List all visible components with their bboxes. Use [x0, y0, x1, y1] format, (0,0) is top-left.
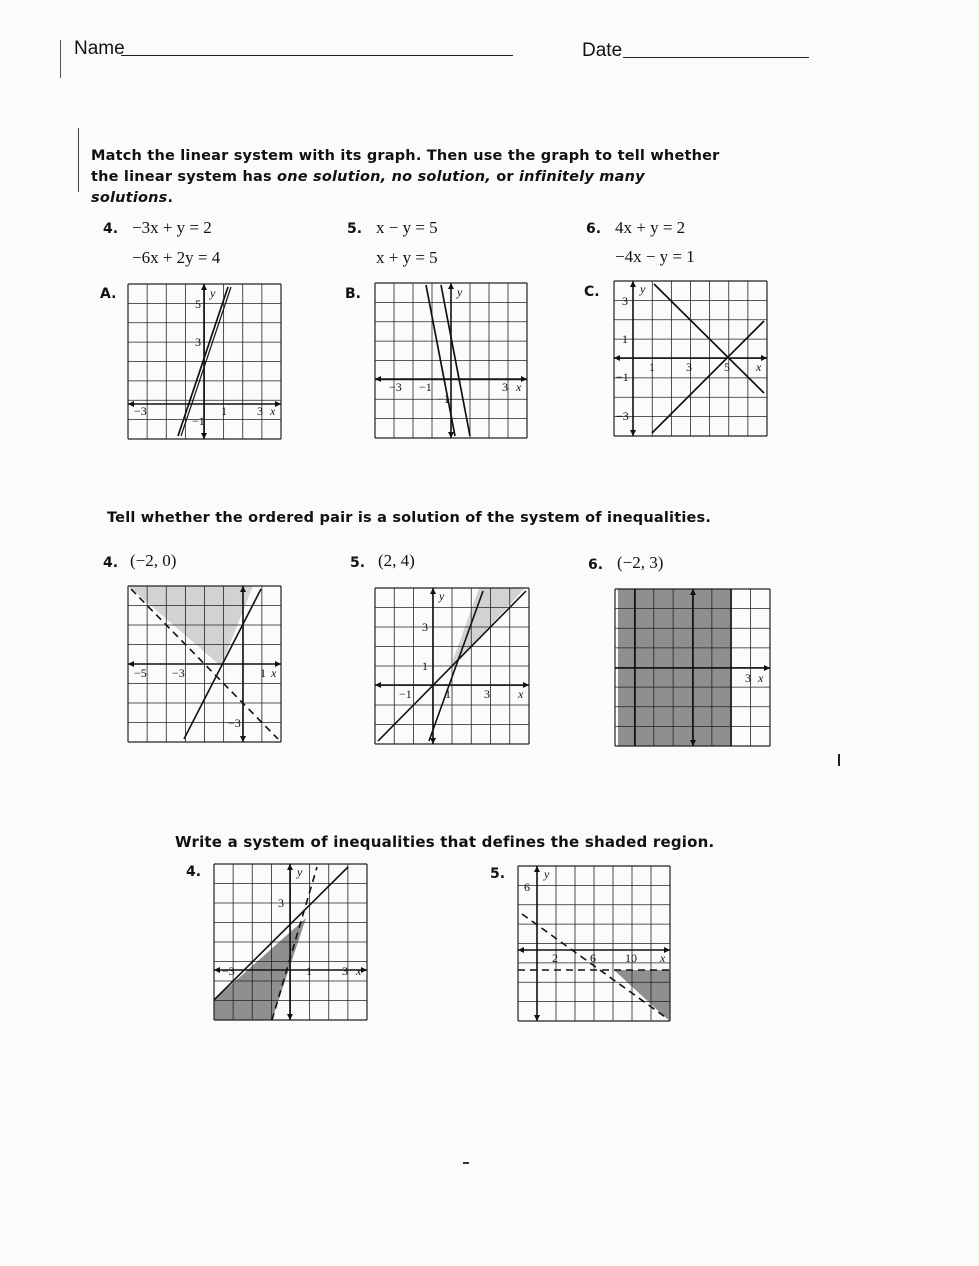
tick-label: 1 [306, 964, 312, 978]
axis-x-label: x [516, 380, 522, 394]
tick-label: −3 [228, 716, 241, 730]
tick-label: 3 [686, 360, 692, 374]
s2-problem-5-number: 5. [350, 555, 366, 571]
s3-problem-4-number: 4. [186, 864, 202, 880]
graph-s3-4 [214, 864, 367, 1020]
tick-label: −1 [419, 380, 432, 394]
s2-problem-6-number: 6. [588, 557, 604, 573]
name-field[interactable] [121, 55, 513, 56]
tick-label: 1 [221, 404, 227, 418]
tick-label: 3 [745, 671, 751, 685]
axis-x-label: x [660, 951, 666, 965]
tick-label: 10 [625, 951, 637, 965]
tick-label: −3 [389, 380, 402, 394]
tick-label: 6 [590, 951, 596, 965]
boundary-line-dashed [522, 914, 668, 1019]
graph-s2-6 [615, 589, 770, 746]
stray-mark [838, 754, 840, 766]
s1-problem-4-eq2: −6x + 2y = 4 [132, 248, 221, 267]
section3-instruction: Write a system of inequalities that defines the shaded region. [175, 833, 715, 851]
tick-label: 3 [342, 964, 348, 978]
s2-problem-4-number: 4. [103, 555, 119, 571]
tick-label: 2 [552, 951, 558, 965]
tick-label: 1 [649, 360, 655, 374]
axis-x-label: x [518, 687, 524, 701]
tick-label: 3 [484, 687, 490, 701]
graph-s3-5 [518, 866, 670, 1021]
tick-label: 3 [502, 380, 508, 394]
s1-problem-5-eq2: x + y = 5 [376, 248, 438, 267]
s2-problem-4-pair: (−2, 0) [130, 551, 177, 570]
tick-label: −5 [134, 666, 147, 680]
s1-problem-5-number: 5. [347, 221, 363, 237]
tick-label: 1 [422, 659, 428, 673]
s1-problem-6-eq2: −4x − y = 1 [615, 247, 695, 266]
s1-problem-6-number: 6. [586, 221, 602, 237]
axis-x-label: x [356, 964, 362, 978]
s1-problem-6-eq1: 4x + y = 2 [615, 218, 686, 237]
tick-label: 3 [195, 335, 201, 349]
axis-x-label: x [271, 666, 277, 680]
axis-y-label: y [457, 285, 463, 299]
tick-label: −3 [616, 409, 629, 423]
name-label: Name [74, 38, 125, 59]
graph-b [375, 283, 527, 438]
s3-problem-5-number: 5. [490, 866, 506, 882]
section1-instruction: Match the linear system with its graph. Then use the graph to tell whether the linear system has one solution, no solution, or infinitely many solutions. [91, 148, 720, 206]
margin-rule [78, 128, 79, 192]
tick-label: 1 [260, 666, 266, 680]
tick-label: −1 [616, 370, 629, 384]
graph-s2-4 [128, 586, 281, 742]
axis-x-label: x [758, 671, 764, 685]
tick-label: 3 [422, 620, 428, 634]
s1-problem-5-eq1: x − y = 5 [376, 218, 438, 237]
tick-label: −3 [222, 964, 235, 978]
s1-problem-4-eq1: −3x + y = 2 [132, 218, 212, 237]
tick-label: 6 [524, 880, 530, 894]
graph-a-label: A. [100, 286, 117, 302]
axis-x-label: x [270, 404, 276, 418]
axis-y-label: y [640, 282, 646, 296]
axis-y-label: y [544, 867, 550, 881]
tick-label: 1 [445, 687, 451, 701]
graph-c [614, 281, 767, 436]
axis-x-label: x [756, 360, 762, 374]
axis-y-label: y [210, 286, 216, 300]
tick-label: 3 [257, 404, 263, 418]
graph-a [128, 284, 281, 439]
date-label: Date [582, 40, 623, 61]
graph-b-label: B. [345, 286, 361, 302]
axis-y-label: y [297, 865, 303, 879]
section2-instruction: Tell whether the ordered pair is a solution of the system of inequalities. [107, 510, 712, 526]
tick-label: 3 [622, 294, 628, 308]
tick-label: −3 [134, 404, 147, 418]
tick-label: −1 [437, 392, 450, 406]
s2-problem-6-pair: (−2, 3) [617, 553, 664, 572]
date-field[interactable] [623, 57, 809, 58]
graph-c-label: C. [584, 284, 600, 300]
tick-label: −1 [399, 687, 412, 701]
s2-problem-5-pair: (2, 4) [378, 551, 415, 570]
axis-y-label: y [439, 589, 445, 603]
tick-label: 5 [195, 297, 201, 311]
tick-label: 5 [724, 360, 730, 374]
tick-label: −3 [172, 666, 185, 680]
tick-label: −1 [192, 414, 205, 428]
shaded-region [614, 970, 670, 1021]
s1-problem-4-number: 4. [103, 221, 119, 237]
graph-s2-5 [375, 588, 529, 744]
tick-label: 1 [622, 332, 628, 346]
stray-mark [463, 1162, 469, 1164]
tick-label: 3 [278, 896, 284, 910]
margin-tick [60, 40, 61, 78]
